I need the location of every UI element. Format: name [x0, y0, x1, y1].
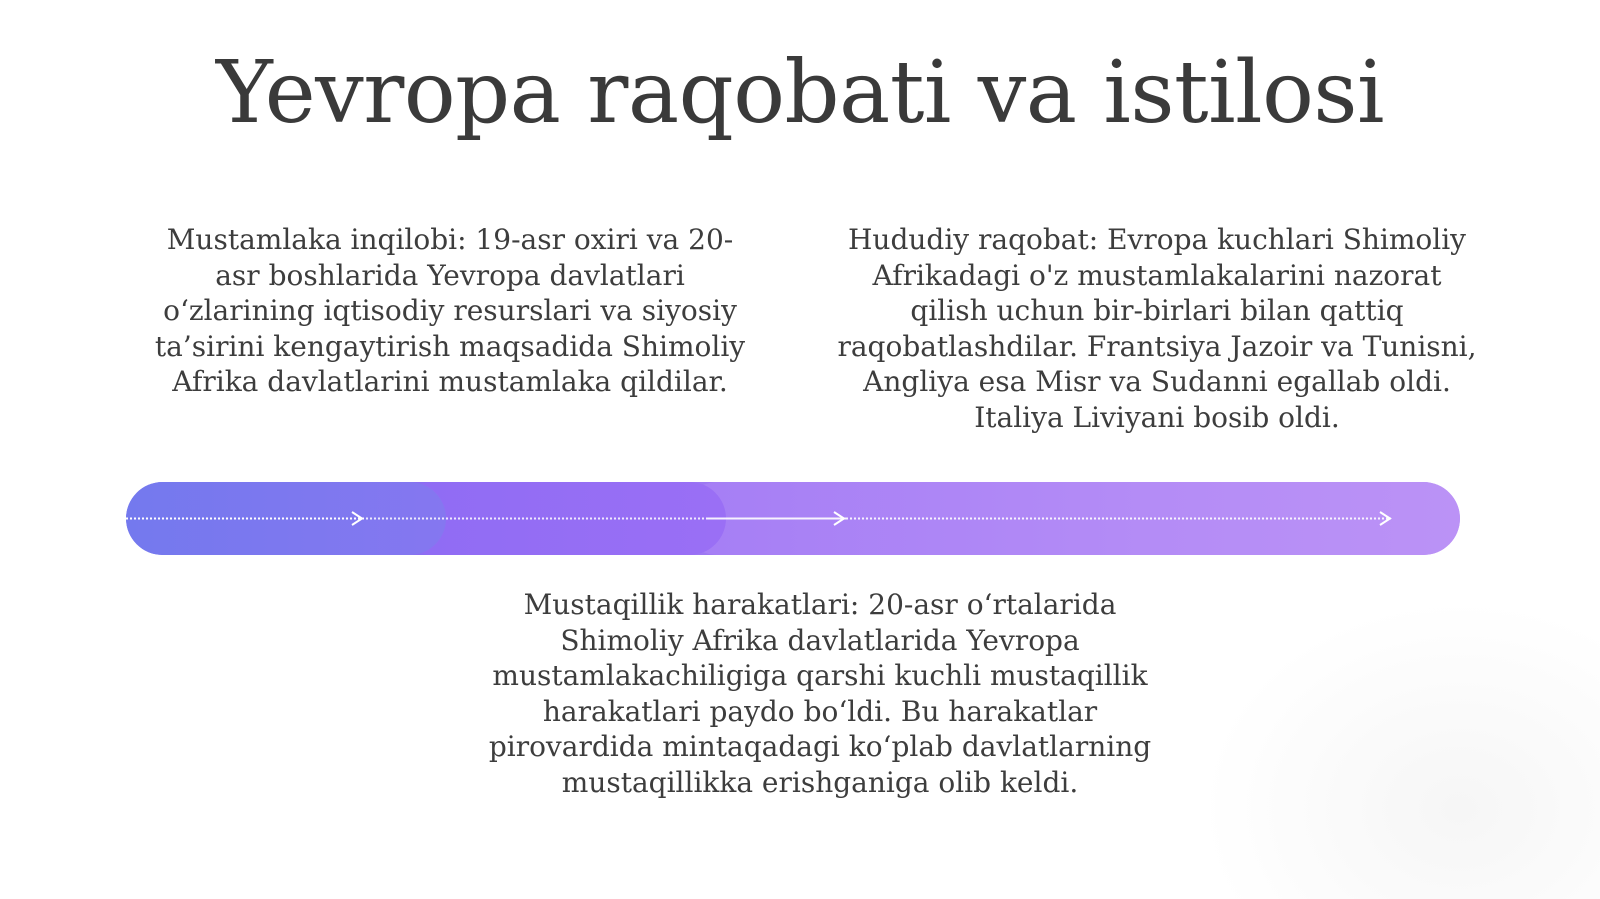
text-block-independence-movements: Mustaqillik harakatlari: 20-asr o‘rtalarida Shimoliy Afrika davlatlarida Yevropa mustamlakachiligiga qarshi kuchli mustaqillik harakatlari paydo bo‘ldi. Bu harakatlar pirovardida mintaqadagi ko‘plab davlatlarning mustaqillikka erishganiga olib keldi.	[488, 588, 1152, 799]
background-glow	[1200, 599, 1600, 899]
arrow-icon	[1380, 512, 1390, 525]
text-block-colonial-revolution: Mustamlaka inqilobi: 19-asr oxiri va 20-asr boshlarida Yevropa davlatlari o‘zlarining iqtisodiy resurslari va siyosiy ta’sirini kengaytirish maqsadida Shimoliy Afrika davlatlarini mustamlaka qildilar.	[154, 223, 746, 398]
timeline-arrows	[126, 482, 1460, 555]
arrow-icon	[352, 512, 362, 525]
text-block-territorial-rivalry: Hududiy raqobat: Evropa kuchlari Shimoliy Afrikadagi o'z mustamlakalarini nazorat qilish uchun bir-birlari bilan qattiq raqobatlashdilar. Frantsiya Jazoir va Tunisni, Angliya esa Misr va Sudanni egallab oldi. Italiya Liviyani bosib oldi.	[837, 223, 1477, 434]
timeline-bar	[126, 482, 1460, 555]
slide-title: Yevropa raqobati va istilosi	[215, 43, 1385, 143]
